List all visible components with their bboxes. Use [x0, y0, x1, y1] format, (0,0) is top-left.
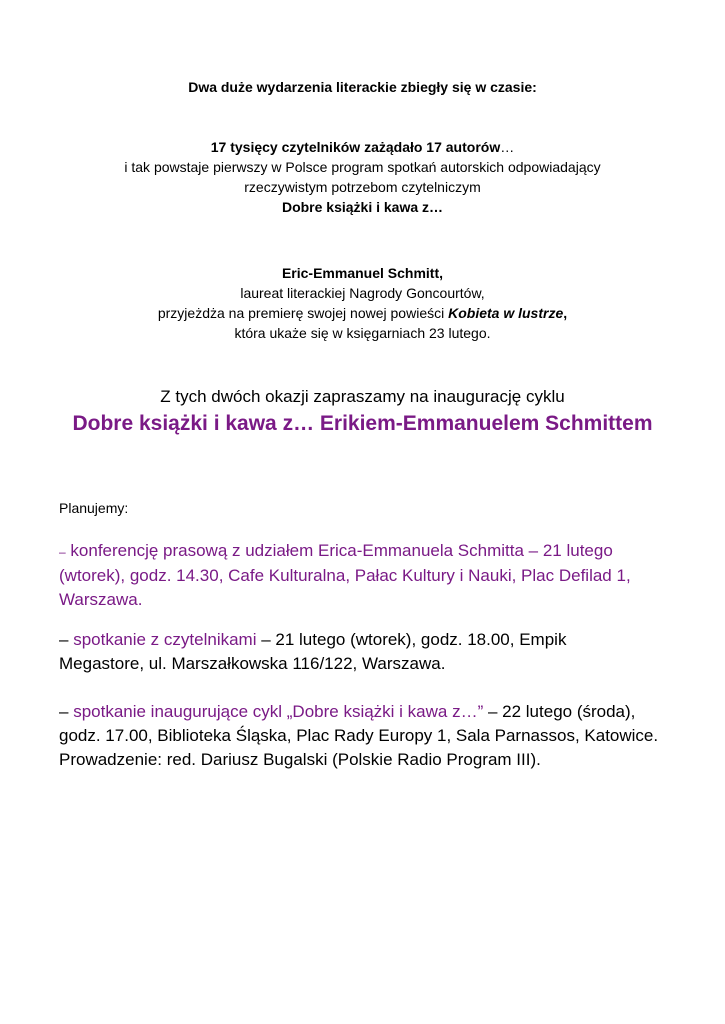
readers-title-ellipsis: …: [500, 139, 515, 155]
plan-item-3-label: spotkanie inaugurujące cykl „Dobre książki i kawa z…”: [73, 702, 484, 721]
plan-item-3-line-3: Prowadzenie: red. Dariusz Bugalski (Polskie Radio Program III).: [59, 750, 541, 769]
invitation-line: Z tych dwóch okazji zapraszamy na inaugurację cyklu: [160, 387, 565, 406]
author-premiere-post: ,: [563, 305, 568, 321]
readers-line-3: rzeczywistym potrzebom czytelniczym: [244, 179, 481, 195]
plan-item-1-line-2: (wtorek), godz. 14.30, Cafe Kulturalna, Pałac Kultury i Nauki, Plac Defilad 1,: [59, 566, 631, 585]
author-premiere: [0, 303, 725, 323]
series-title: Dobre książki i kawa z… Erikiem-Emmanuelem Schmittem: [72, 412, 653, 435]
readers-line-2: i tak powstaje pierwszy w Polsce program spotkań autorskich odpowiadający: [124, 159, 601, 175]
plan-item-1-text: konferencję prasową z udziałem Erica-Emmanuela Schmitta – 21 lutego: [65, 541, 613, 560]
readers-block: [0, 137, 725, 217]
readers-title-bold: 17 tysięcy czytelników zażądało 17 autorów: [210, 139, 501, 155]
plan-item-1-dash: –: [59, 545, 66, 559]
plan-item-2-line-2: Megastore, ul. Marszałkowska 116/122, Warszawa.: [59, 654, 446, 673]
author-name: Eric-Emmanuel Schmitt,: [281, 265, 444, 281]
author-block: [0, 263, 725, 343]
plan-item-2-details: – 21 lutego (wtorek), godz. 18.00, Empik: [256, 630, 567, 649]
plan-item-3-dash: –: [59, 702, 74, 721]
program-name: Dobre książki i kawa z…: [281, 199, 444, 215]
plan-item-3-line-2: godz. 17.00, Biblioteka Śląska, Plac Rady Europy 1, Sala Parnassos, Katowice.: [59, 726, 659, 745]
intro-heading-text: Dwa duże wydarzenia literackie zbiegły się w czasie:: [188, 79, 537, 95]
plan-item-3-details: – 22 lutego (środa),: [483, 702, 636, 721]
author-release-date: która ukaże się w księgarniach 23 lutego.: [234, 325, 491, 341]
plan-item-2-dash: –: [59, 630, 74, 649]
plan-item-2-line-1: [59, 628, 669, 652]
plan-item-reader-meeting: [59, 628, 669, 676]
author-award: laureat literackiej Nagrody Goncourtów,: [240, 285, 485, 301]
plan-item-1-line-1: [59, 539, 669, 564]
readers-block-title: [0, 137, 725, 157]
book-title: Kobieta w lustrze: [448, 305, 564, 321]
plan-item-1-line-3: Warszawa.: [59, 590, 143, 609]
plan-item-press-conference: [59, 539, 669, 612]
plan-item-inauguration: [59, 700, 669, 772]
plan-item-3-line-1: [59, 700, 669, 724]
plan-heading: Planujemy:: [59, 500, 129, 516]
author-premiere-pre: przyjeżdża na premierę swojej nowej powieści: [157, 305, 449, 321]
intro-heading: [0, 77, 725, 97]
plan-item-2-label: spotkanie z czytelnikami: [73, 630, 257, 649]
